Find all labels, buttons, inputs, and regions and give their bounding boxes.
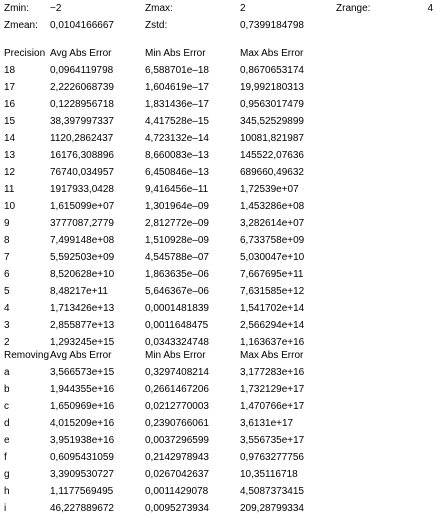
precision-row-avg-abs-error: 1,615099e+07 (50, 201, 115, 212)
precision-row-label: 9 (4, 218, 10, 229)
removing-row-avg-abs-error: 1,650969e+16 (50, 401, 115, 412)
removing-row (0, 398, 437, 415)
precision-row-avg-abs-error: 0,0964119798 (50, 65, 114, 76)
removing-row-label: b (4, 384, 10, 395)
precision-row-label: 4 (4, 303, 10, 314)
precision-row-min-abs-error: 4,545788e–07 (145, 252, 209, 263)
precision-row-avg-abs-error: 7,499148e+08 (50, 235, 115, 246)
removing-row-min-abs-error: 0,2661467206 (145, 384, 209, 395)
removing-row (0, 466, 437, 483)
precision-header-avg: Avg Abs Error (50, 48, 112, 59)
removing-row-min-abs-error: 0,0212770003 (145, 401, 209, 412)
precision-row-min-abs-error: 6,588701e–18 (145, 65, 209, 76)
precision-row (0, 266, 437, 283)
precision-row-label: 17 (4, 82, 16, 93)
precision-row-min-abs-error: 0,0343324748 (145, 337, 209, 348)
removing-row-max-abs-error: 1,470766e+17 (240, 401, 305, 412)
precision-row (0, 164, 437, 181)
precision-row-max-abs-error: 0,9563017479 (240, 99, 304, 110)
removing-header-row (0, 347, 437, 364)
precision-row-label: 10 (4, 201, 16, 212)
precision-header-min: Min Abs Error (145, 48, 206, 59)
precision-row-min-abs-error: 6,450846e–13 (145, 167, 209, 178)
precision-row-max-abs-error: 10081,821987 (240, 133, 304, 144)
removing-row-label: a (4, 367, 10, 378)
precision-row-label: 3 (4, 320, 10, 331)
precision-row-max-abs-error: 2,566294e+14 (240, 320, 305, 331)
removing-row-label: f (4, 452, 7, 463)
precision-row-min-abs-error: 1,831436e–17 (145, 99, 209, 110)
precision-row (0, 181, 437, 198)
removing-row-max-abs-error: 4,5087373415 (240, 486, 304, 497)
removing-row-label: g (4, 469, 10, 480)
precision-row-max-abs-error: 3,282614e+07 (240, 218, 305, 229)
precision-row-max-abs-error: 1,72539e+07 (240, 184, 299, 195)
zmax-value: 2 (240, 3, 246, 14)
precision-row (0, 113, 437, 130)
zstd-value: 0,7399184798 (240, 20, 304, 31)
removing-row-label: i (4, 503, 7, 514)
precision-row-label: 16 (4, 99, 16, 110)
removing-row-min-abs-error: 0,0011429078 (145, 486, 209, 497)
removing-row (0, 381, 437, 398)
removing-header-removing: Removing (4, 350, 50, 361)
precision-row-min-abs-error: 1,604619e–17 (145, 82, 209, 93)
removing-row-max-abs-error: 10,35116718 (240, 469, 298, 480)
precision-row-max-abs-error: 0,8670653174 (240, 65, 304, 76)
precision-row-max-abs-error: 19,992180313 (240, 82, 304, 93)
removing-row-avg-abs-error: 0,6095431059 (50, 452, 114, 463)
removing-row-min-abs-error: 0,0037296599 (145, 435, 209, 446)
precision-row-max-abs-error: 345,52529899 (240, 116, 304, 127)
precision-row (0, 198, 437, 215)
precision-row-max-abs-error: 1,541702e+14 (240, 303, 305, 314)
removing-row-label: e (4, 435, 10, 446)
removing-row-min-abs-error: 0,3297408214 (145, 367, 209, 378)
precision-row-avg-abs-error: 1917933,0428 (50, 184, 114, 195)
precision-row-max-abs-error: 7,631585e+12 (240, 286, 305, 297)
precision-row-label: 11 (4, 184, 15, 195)
removing-row-min-abs-error: 0,2142978943 (145, 452, 209, 463)
precision-row-min-abs-error: 4,417528e–15 (145, 116, 209, 127)
precision-row-avg-abs-error: 8,520628e+10 (50, 269, 115, 280)
precision-row-min-abs-error: 0,0011648475 (145, 320, 209, 331)
precision-row-max-abs-error: 145522,07636 (240, 150, 304, 161)
precision-row-max-abs-error: 6,733758e+09 (240, 235, 305, 246)
precision-row-avg-abs-error: 5,592503e+09 (50, 252, 115, 263)
precision-row-avg-abs-error: 76740,034957 (50, 167, 114, 178)
precision-row-label: 13 (4, 150, 16, 161)
removing-header-max: Max Abs Error (240, 350, 304, 361)
precision-row-avg-abs-error: 3777087,2779 (50, 218, 114, 229)
precision-row-label: 15 (4, 116, 16, 127)
precision-row-min-abs-error: 1,301964e–09 (145, 201, 209, 212)
precision-row-avg-abs-error: 8,48217e+11 (50, 286, 108, 297)
removing-row-label: d (4, 418, 10, 429)
precision-row-avg-abs-error: 1,293245e+15 (50, 337, 115, 348)
precision-row-min-abs-error: 2,812772e–09 (145, 218, 209, 229)
precision-row (0, 130, 437, 147)
precision-row (0, 283, 437, 300)
removing-row-avg-abs-error: 1,944355e+16 (50, 384, 115, 395)
removing-row-avg-abs-error: 4,015209e+16 (50, 418, 115, 429)
precision-header-row (0, 45, 437, 62)
precision-row (0, 300, 437, 317)
precision-row-min-abs-error: 8,660083e–13 (145, 150, 209, 161)
precision-row-label: 2 (4, 337, 10, 348)
precision-row-min-abs-error: 0,0001481839 (145, 303, 209, 314)
zrange-value: 4 (427, 3, 433, 14)
removing-row-max-abs-error: 0,9763277756 (240, 452, 304, 463)
precision-row-max-abs-error: 5,030047e+10 (240, 252, 305, 263)
precision-row (0, 96, 437, 113)
removing-row-avg-abs-error: 1,1177569495 (50, 486, 114, 497)
precision-row-label: 8 (4, 235, 10, 246)
removing-header-avg: Avg Abs Error (50, 350, 112, 361)
precision-row-avg-abs-error: 2,2226068739 (50, 82, 114, 93)
precision-header-precision: Precision (4, 48, 46, 59)
removing-row-label: h (4, 486, 10, 497)
precision-row-max-abs-error: 1,453286e+08 (240, 201, 305, 212)
precision-row-min-abs-error: 4,723132e–14 (145, 133, 209, 144)
precision-row-avg-abs-error: 16176,308896 (50, 150, 114, 161)
precision-row-label: 18 (4, 65, 16, 76)
precision-row (0, 62, 437, 79)
zmean-label: Zmean: (4, 20, 38, 31)
precision-row-max-abs-error: 689660,49632 (240, 167, 304, 178)
removing-row-min-abs-error: 0,0267042637 (145, 469, 209, 480)
zrange-label: Zrange: (336, 3, 371, 14)
precision-row-label: 6 (4, 269, 10, 280)
precision-row (0, 232, 437, 249)
removing-row-max-abs-error: 3,177283e+16 (240, 367, 305, 378)
precision-row-avg-abs-error: 0,1228956718 (50, 99, 114, 110)
removing-row-avg-abs-error: 3,951938e+16 (50, 435, 115, 446)
precision-row (0, 147, 437, 164)
removing-row (0, 415, 437, 432)
removing-header-min: Min Abs Error (145, 350, 206, 361)
precision-row-max-abs-error: 7,667695e+11 (240, 269, 304, 280)
zmax-label: Zmax: (145, 3, 173, 14)
removing-row-max-abs-error: 3,556735e+17 (240, 435, 305, 446)
precision-row (0, 317, 437, 334)
precision-row-avg-abs-error: 1,713426e+13 (50, 303, 115, 314)
removing-row-avg-abs-error: 46,227889672 (50, 503, 114, 514)
removing-row (0, 364, 437, 381)
removing-row-max-abs-error: 1,732129e+17 (240, 384, 305, 395)
precision-row (0, 215, 437, 232)
precision-row-avg-abs-error: 1120,2862437 (50, 133, 114, 144)
summary-row-1 (0, 0, 437, 17)
zstd-label: Zstd: (145, 20, 168, 31)
precision-row-min-abs-error: 5,646367e–06 (145, 286, 209, 297)
precision-row-label: 7 (4, 252, 10, 263)
summary-row-2 (0, 17, 437, 34)
removing-row (0, 483, 437, 500)
precision-row-min-abs-error: 1,863635e–06 (145, 269, 209, 280)
precision-row-label: 5 (4, 286, 10, 297)
precision-row (0, 79, 437, 96)
precision-row (0, 249, 437, 266)
removing-row (0, 449, 437, 466)
precision-row-avg-abs-error: 2,855877e+13 (50, 320, 115, 331)
removing-row-avg-abs-error: 3,566573e+15 (50, 367, 115, 378)
precision-row-max-abs-error: 1,163637e+16 (240, 337, 305, 348)
precision-row-avg-abs-error: 38,397997337 (50, 116, 114, 127)
precision-row-min-abs-error: 9,416456e–11 (145, 184, 209, 195)
removing-row (0, 432, 437, 449)
removing-row-avg-abs-error: 3,3909530727 (50, 469, 114, 480)
precision-header-max: Max Abs Error (240, 48, 304, 59)
zmin-value: −2 (50, 3, 62, 14)
removing-row-min-abs-error: 0,0095273934 (145, 503, 209, 514)
zmean-value: 0,0104166667 (50, 20, 114, 31)
precision-row-label: 12 (4, 167, 16, 178)
precision-row-min-abs-error: 1,510928e–09 (145, 235, 209, 246)
removing-row-max-abs-error: 3,6131e+17 (240, 418, 294, 429)
removing-row-max-abs-error: 209,28799334 (240, 503, 304, 514)
removing-row-min-abs-error: 0,2390766061 (145, 418, 209, 429)
removing-row (0, 500, 437, 517)
zmin-label: Zmin: (4, 3, 29, 14)
removing-row-label: c (4, 401, 9, 412)
precision-row-label: 14 (4, 133, 16, 144)
